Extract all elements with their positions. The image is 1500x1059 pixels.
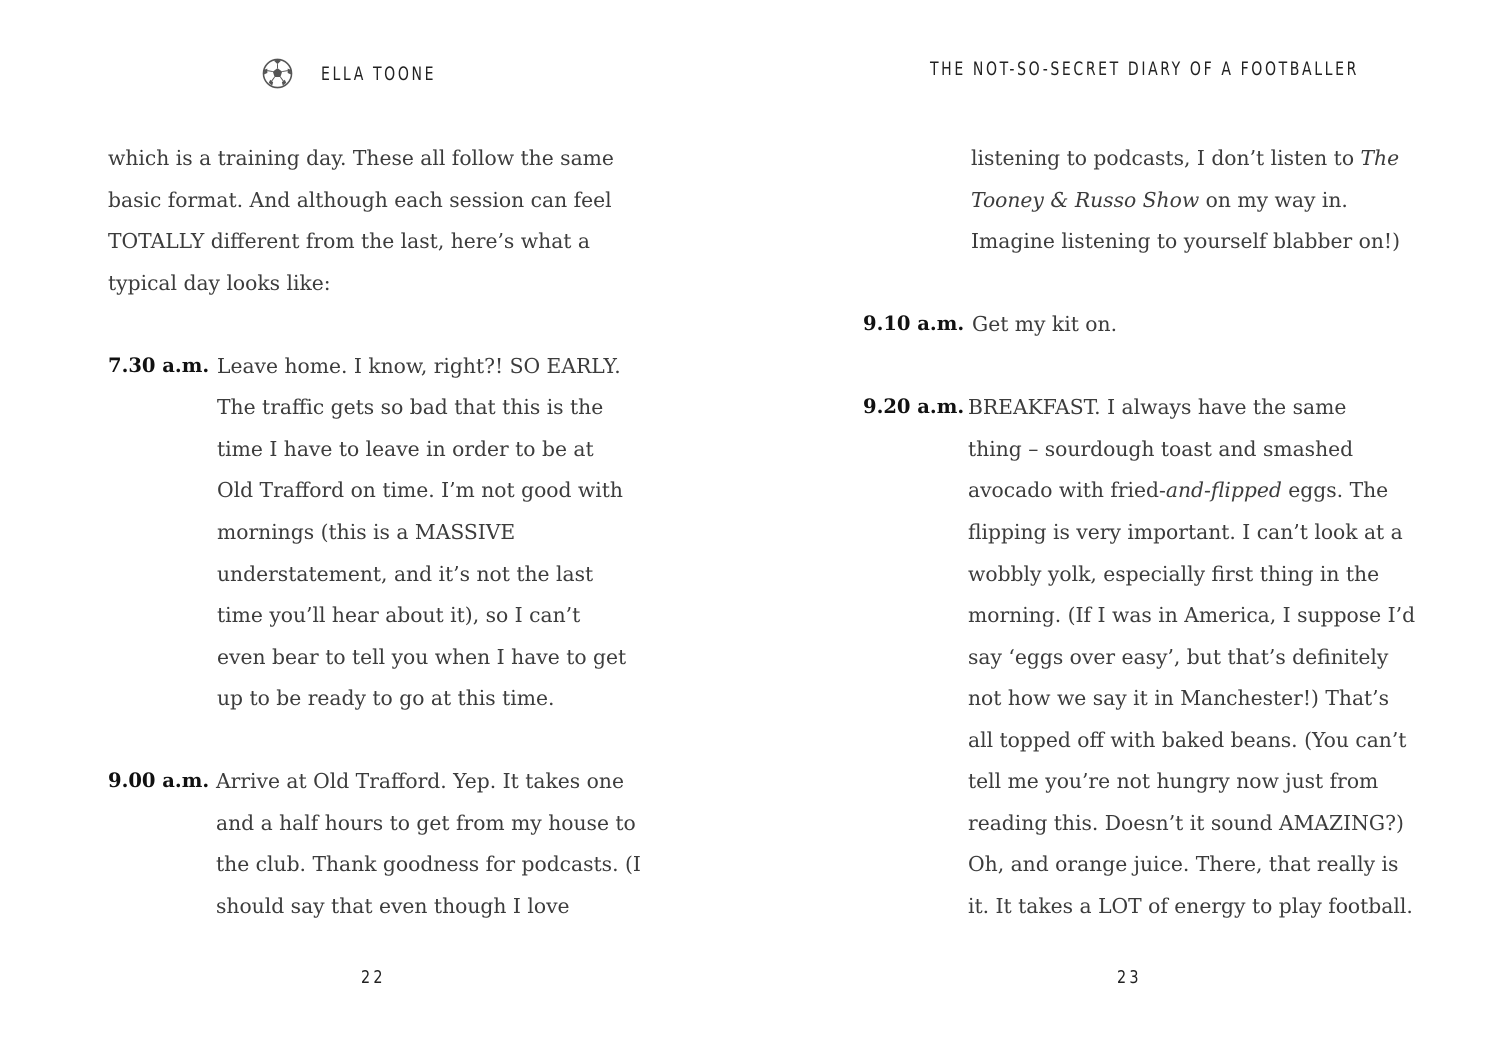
running-header-left [262,58,461,89]
entry-line: reading this. Doesn’t it sound AMAZING?) [968,811,1404,835]
text-run: avocado with fried- [968,478,1166,502]
body-line [971,188,1348,212]
entry-line: tell me you’re not hungry now just from [968,769,1379,793]
entry-line: and a half hours to get from my house to [216,811,636,835]
body-line: TOTALLY different from the last, here’s what a [108,229,590,253]
entry-line: it. It takes a LOT of energy to play football. [968,894,1413,918]
entry-line: Old Trafford on time. I’m not good with [217,478,623,502]
entry-line: Get my kit on. [972,312,1118,336]
entry-line: understatement, and it’s not the last [217,562,594,586]
entry-time: 7.30 a.m. [108,354,210,377]
entry-line [968,478,1388,502]
book-title: THE NOT-SO-SECRET DIARY OF A FOOTBALLER [930,58,1359,80]
entry-line: should say that even though I love [216,894,570,918]
entry-line: mornings (this is a MASSIVE [217,520,516,544]
football-icon [262,58,293,89]
show-title-part: The [1360,146,1400,170]
entry-line: all topped off with baked beans. (You can’t [968,728,1407,752]
entry-line: time you’ll hear about it), so I can’t [217,603,581,627]
entry-line: morning. (If I was in America, I suppose I’d [968,603,1416,627]
entry-line: Leave home. I know, right?! SO EARLY. [217,354,621,378]
entry-line: wobbly yolk, especially first thing in the [968,562,1380,586]
entry-line: The traffic gets so bad that this is the [217,395,604,419]
entry-line: not how we say it in Manchester!) That’s [968,686,1390,710]
body-line: which is a training day. These all follow the same [108,146,614,170]
text-run: listening to podcasts, I don’t listen to [971,146,1361,170]
author-name: ELLA TOONE [321,62,437,85]
body-line: basic format. And although each session can feel [108,188,612,212]
entry-line: even bear to tell you when I have to get [217,645,627,669]
entry-line: up to be ready to go at this time. [217,686,555,710]
body-line [971,146,1399,170]
page-number: 22 [361,967,386,988]
running-header-right [930,58,1453,80]
entry-line: the club. Thank goodness for podcasts. (I [216,852,641,876]
show-title-part: Tooney & Russo Show [971,188,1200,212]
body-line: typical day looks like: [108,271,331,295]
entry-line: Arrive at Old Trafford. Yep. It takes one [216,769,624,793]
entry-line: time I have to leave in order to be at [217,437,594,461]
entry-line: BREAKFAST. I always have the same [968,395,1347,419]
entry-line: thing – sourdough toast and smashed [968,437,1354,461]
emphasis: and-flipped [1165,478,1282,502]
text-run: eggs. The [1281,478,1389,502]
page-number: 23 [1117,967,1142,988]
entry-line: flipping is very important. I can’t look at a [968,520,1403,544]
right-page [750,0,1500,1059]
entry-time: 9.10 a.m. [863,312,965,335]
entry-time: 9.20 a.m. [863,395,965,418]
entry-line: say ‘eggs over easy’, but that’s definitely [968,645,1389,669]
text-run: on my way in. [1199,188,1348,212]
entry-line: Oh, and orange juice. There, that really is [968,852,1399,876]
entry-time: 9.00 a.m. [108,769,210,792]
body-line: Imagine listening to yourself blabber on!) [971,229,1400,253]
